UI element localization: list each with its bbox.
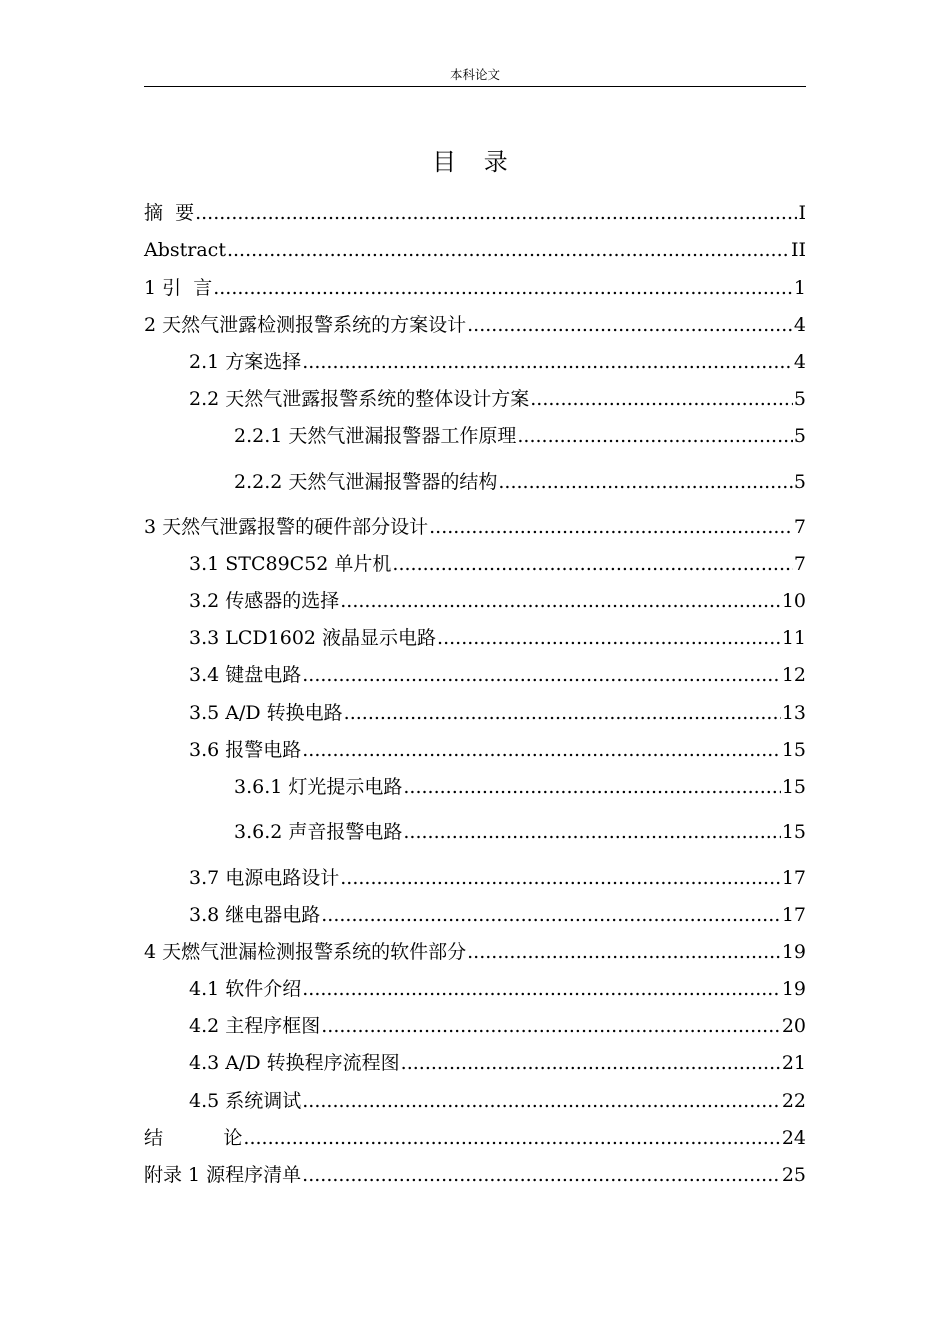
toc-page-number: 25	[781, 1164, 806, 1186]
toc-leader	[392, 552, 792, 576]
toc-entry[interactable]	[189, 589, 806, 613]
toc-leader	[401, 1051, 781, 1075]
toc-page-number: 13	[781, 702, 806, 724]
toc-entry-label: 3.6.1 灯光提示电路	[234, 776, 403, 798]
toc-entry-label: 结 论	[144, 1127, 243, 1149]
toc-leader	[302, 663, 781, 687]
toc-leader	[227, 238, 790, 262]
toc-page-number: 5	[793, 388, 806, 410]
toc-entry[interactable]	[189, 1014, 806, 1038]
toc-entry-label: 3.6 报警电路	[189, 739, 302, 761]
toc-entry-label: 3.6.2 声音报警电路	[234, 821, 403, 843]
toc-entry[interactable]	[234, 424, 806, 448]
toc-page-number: 12	[781, 664, 806, 686]
toc-entry-label: 3.5 A/D 转换电路	[189, 702, 343, 724]
toc-entry[interactable]	[189, 977, 806, 1001]
toc-leader	[321, 1014, 781, 1038]
toc-entry[interactable]	[144, 276, 806, 300]
toc-entry-label: 2.2 天然气泄露报警系统的整体设计方案	[189, 388, 530, 410]
toc-leader	[437, 626, 781, 650]
toc-leader	[243, 1126, 780, 1150]
toc-entry[interactable]	[144, 313, 806, 337]
toc-page-number: 1	[793, 277, 806, 299]
toc-entry-label: 4.3 A/D 转换程序流程图	[189, 1052, 400, 1074]
toc-entry-label: 附录 1 源程序清单	[144, 1164, 302, 1186]
toc-leader	[517, 424, 793, 448]
toc-entry-label: Abstract	[144, 239, 226, 261]
toc-entry[interactable]	[234, 775, 806, 799]
toc-page-number: 17	[781, 904, 806, 926]
toc-leader	[403, 775, 780, 799]
toc-page-number: 19	[781, 941, 806, 963]
toc-page-number: 11	[781, 627, 806, 649]
toc-entry-label: 3 天然气泄露报警的硬件部分设计	[144, 516, 429, 538]
toc-leader	[302, 350, 793, 374]
toc-entry-label: 2 天然气泄露检测报警系统的方案设计	[144, 314, 467, 336]
toc-leader	[498, 470, 793, 494]
toc-entry-label: 3.2 传感器的选择	[189, 590, 340, 612]
toc-entry-label: 3.3 LCD1602 液晶显示电路	[189, 627, 437, 649]
toc-entry[interactable]	[189, 1089, 806, 1113]
toc-leader	[340, 866, 781, 890]
toc-leader	[321, 903, 781, 927]
toc-page-number: 4	[793, 314, 806, 336]
toc-entry-label: 摘 要	[144, 202, 195, 224]
toc-entry[interactable]	[144, 1126, 806, 1150]
toc-entry-label: 3.1 STC89C52 单片机	[189, 553, 392, 575]
toc-leader	[302, 977, 781, 1001]
toc-entry-label: 2.2.2 天然气泄漏报警器的结构	[234, 471, 498, 493]
toc-leader	[344, 701, 781, 725]
toc-entry[interactable]	[144, 238, 806, 262]
toc-page-number: 15	[781, 776, 806, 798]
toc-entry-label: 4.2 主程序框图	[189, 1015, 321, 1037]
toc-entry[interactable]	[189, 626, 806, 650]
toc-entry[interactable]	[144, 515, 806, 539]
toc-entry-label: 3.8 继电器电路	[189, 904, 321, 926]
toc-entry[interactable]	[189, 387, 806, 411]
toc-page-number: 4	[793, 351, 806, 373]
toc-page-number: 7	[793, 516, 806, 538]
toc-leader	[467, 940, 781, 964]
toc-entry[interactable]	[234, 820, 806, 844]
toc-entry[interactable]	[189, 1051, 806, 1075]
toc-page-number: 15	[781, 821, 806, 843]
toc-entry[interactable]	[234, 470, 806, 494]
toc-entry[interactable]	[189, 903, 806, 927]
toc-page-number: 5	[793, 471, 806, 493]
toc-page-number: I	[798, 202, 806, 224]
toc-leader	[429, 515, 793, 539]
toc-page-number: II	[790, 239, 806, 261]
toc-entry[interactable]	[189, 738, 806, 762]
toc-page-number: 7	[793, 553, 806, 575]
toc-leader	[213, 276, 793, 300]
toc-entry[interactable]	[189, 663, 806, 687]
toc-entry-label: 2.1 方案选择	[189, 351, 302, 373]
toc-leader	[302, 1163, 781, 1187]
toc-entry-label: 1 引 言	[144, 277, 213, 299]
toc-page-number: 21	[781, 1052, 806, 1074]
toc-leader	[195, 201, 797, 225]
toc-entry-label: 2.2.1 天然气泄漏报警器工作原理	[234, 425, 517, 447]
toc-leader	[467, 313, 793, 337]
toc-page-number: 10	[781, 590, 806, 612]
toc-entry-label: 4.5 系统调试	[189, 1090, 302, 1112]
toc-page-number: 5	[793, 425, 806, 447]
toc-entry[interactable]	[144, 940, 806, 964]
toc-entry-label: 4 天燃气泄漏检测报警系统的软件部分	[144, 941, 467, 963]
page-header: 本科论文	[144, 66, 806, 87]
toc-title: 目 录	[432, 148, 518, 176]
toc-page-number: 19	[781, 978, 806, 1000]
toc-entry[interactable]	[189, 701, 806, 725]
toc-leader	[302, 1089, 781, 1113]
toc-entry[interactable]	[189, 552, 806, 576]
toc-page-number: 20	[781, 1015, 806, 1037]
toc-leader	[530, 387, 793, 411]
toc-leader	[340, 589, 781, 613]
toc-page-number: 24	[781, 1127, 806, 1149]
toc-page-number: 15	[781, 739, 806, 761]
toc-entry-label: 3.4 键盘电路	[189, 664, 302, 686]
toc-page-number: 17	[781, 867, 806, 889]
toc-entry[interactable]	[189, 350, 806, 374]
toc-entry[interactable]	[144, 201, 806, 225]
toc-entry[interactable]	[189, 866, 806, 890]
toc-entry-label: 3.7 电源电路设计	[189, 867, 340, 889]
toc-entry-label: 4.1 软件介绍	[189, 978, 302, 1000]
toc-page-number: 22	[781, 1090, 806, 1112]
toc-leader	[403, 820, 780, 844]
toc-entry[interactable]	[144, 1163, 806, 1187]
toc-leader	[302, 738, 781, 762]
